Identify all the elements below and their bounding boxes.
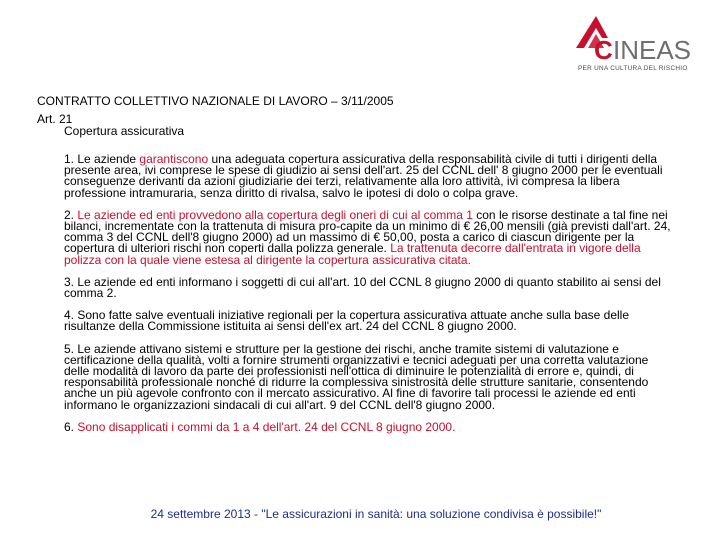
paragraph-2: 2. Le aziende ed enti provvedono alla copertura degli oneri di cui al comma 1 con le risorse destinate a tal fine nei bilanci, incrementate con la trattenuta di misura pro-capite da un minimo di € 26,00 mensili (già previsti dall'art. 24, comma 3 del CCNL dell'8 giugno 2000) ad un massimo di € 50,00, posta a carico di ciascun dirigente per la copertura di ulteriori rischi non coperti dalla polizza generale. La trattenuta decorre dall'entrata in vigore della polizza con la quale viene estesa al dirigente la copertura assicurativa citata. <box>64 207 671 267</box>
paragraph-3: 3. Le aziende ed enti informano i soggetti di cui all'art. 10 del CCNL 8 giugno 2000 di quanto stabilito ai sensi del comma 2. <box>64 274 661 301</box>
cineas-logo <box>574 14 698 80</box>
paragraph-4: 4. Sono fatte salve eventuali iniziative regionali per la copertura assicurativa attuate anche sulla base delle risultanze della Commissione istituita ai sensi dell'ex art. 24 del CCNL 8 giugno 2000. <box>64 308 630 334</box>
article-body <box>64 154 674 444</box>
logo-tagline: PER UNA CULTURA DEL RISCHIO <box>578 65 688 72</box>
article-number: Art. 21 <box>37 112 73 126</box>
logo-letter-c: C <box>594 35 613 65</box>
cineas-logo-mark <box>574 14 698 66</box>
paragraph-5: 5. Le aziende attivano sistemi e strutture per la gestione dei rischi, anche tramite sistemi di valutazione e certificazione della qualità, volti a fornire strumenti organizzativi e tecnici adeguati per una corretta valutazione delle modalità di lavoro da parte dei professionisti nell'ottica di diminuire le potenzialità di errore e, quindi, di responsabilità professionale nonché di ridurre la complessiva sinistrosità delle strutture sanitarie, consentendo anche un più agevole confronto con il mercato assicurativo. Al fine di favorire tali processi le aziende ed enti informano le organizzazioni sindacali di cui all'art. 9 del CCNL dell'8 giugno 2000. <box>64 341 649 412</box>
contract-title: CONTRATTO COLLETTIVO NAZIONALE DI LAVORO – 3/11/2005 <box>37 94 394 108</box>
logo-letters-ineas: INEAS <box>613 35 692 65</box>
paragraph-6: 6. Sono disapplicati i commi da 1 a 4 dell'art. 24 del CCNL 8 giugno 2000. <box>64 419 456 434</box>
paragraph-1: 1. Le aziende garantiscono una adeguata copertura assicurativa della responsabilità civile di tutti i dirigenti della presente area, ivi comprese le spese di giudizio ai sensi dell'art. 25 del CCNL dell' 8 giugno 2000 per le eventuali conseguenze derivanti da azioni giudiziarie dei terzi, relativamente alla loro attività, ivi compresa la libera professione intramuraria, senza diritto di rivalsa, salvo le ipotesi di dolo o colpa grave. <box>64 152 663 200</box>
footer-event-title: 24 settembre 2013 - "Le assicurazioni in sanità: una soluzione condivisa è possibile!" <box>150 507 602 521</box>
article-title: Copertura assicurativa <box>64 124 185 138</box>
